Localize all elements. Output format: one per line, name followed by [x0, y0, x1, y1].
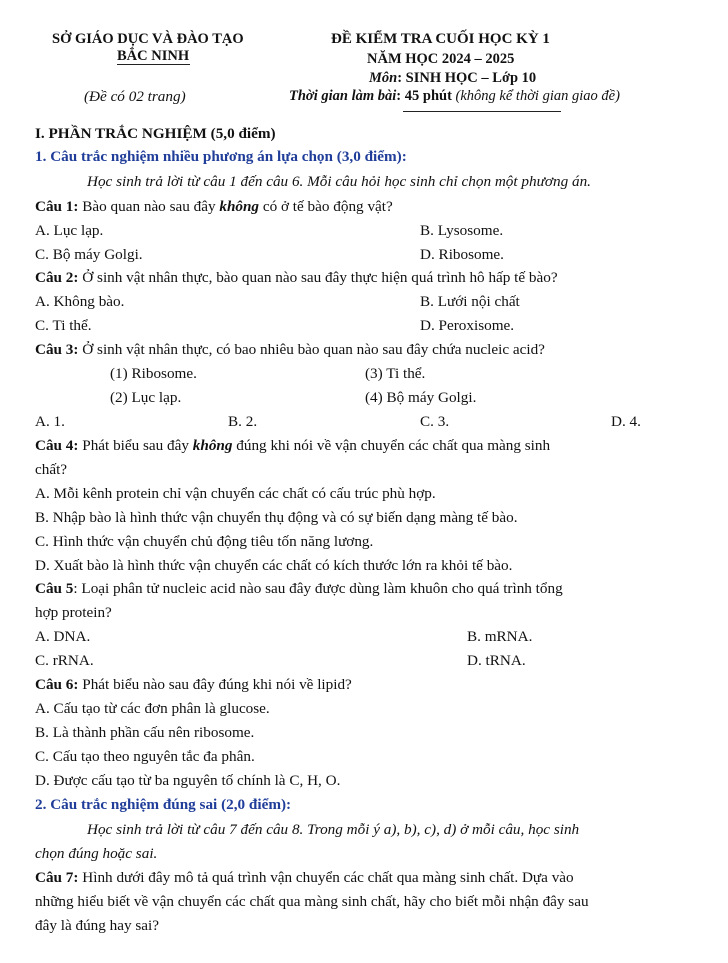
q6-option-c: C. Cấu tạo theo nguyên tắc đa phân. [35, 748, 255, 765]
question-4-emphasis: không [192, 437, 233, 454]
q5-option-d: D. tRNA. [467, 652, 526, 669]
org-province: BẮC NINH [117, 48, 190, 64]
question-7-text: Hình dưới đây mô tả quá trình vận chuyển các chất qua màng sinh chất. Dựa vào [78, 869, 574, 886]
q3-option-d: D. 4. [611, 413, 641, 430]
question-7-label: Câu 7: [35, 869, 79, 886]
question-6-text: Phát biểu nào sau đây đúng khi nói về lipid? [78, 676, 352, 693]
question-6-label: Câu 6: [35, 676, 79, 693]
question-6 [35, 676, 352, 694]
question-3 [35, 341, 545, 359]
header-rule [403, 111, 561, 112]
question-5-text: : Loại phân tử nucleic acid nào sau đây được dùng làm khuôn cho quá trình tổng [73, 580, 563, 597]
part-2-instruction: Học sinh trả lời từ câu 7 đến câu 8. Trong mỗi ý a), b), c), d) ở mỗi câu, học sinh [87, 821, 580, 838]
question-7-line-3: đây là đúng hay sai? [35, 917, 159, 934]
question-1-text-end: có ở tế bào động vật? [259, 198, 393, 215]
q1-option-c: C. Bộ máy Golgi. [35, 246, 143, 263]
question-1-text: Bào quan nào sau đây [78, 198, 220, 215]
q3-item-3: (3) Ti thể. [365, 365, 426, 382]
q3-item-1: (1) Ribosome. [110, 365, 197, 382]
q4-option-b: B. Nhập bào là hình thức vận chuyển thụ động và có sự biến dạng màng tế bào. [35, 509, 518, 526]
question-1 [35, 198, 393, 216]
question-4-text-end: đúng khi nói về vận chuyển các chất qua màng sinh [232, 437, 551, 454]
q2-option-b: B. Lưới nội chất [420, 293, 520, 310]
q2-option-d: D. Peroxisome. [420, 317, 515, 334]
question-2 [35, 269, 558, 287]
q3-option-b: B. 2. [228, 413, 258, 430]
pages-note: (Đề có 02 trang) [84, 88, 186, 105]
org-underline [117, 64, 190, 65]
question-3-text: Ở sinh vật nhân thực, có bao nhiêu bào quan nào sau đây chứa nucleic acid? [78, 341, 545, 358]
question-1-label: Câu 1: [35, 198, 79, 215]
subject-line [369, 70, 536, 87]
q5-option-a: A. DNA. [35, 628, 91, 645]
exam-title: ĐỀ KIỂM TRA CUỐI HỌC KỲ 1 [331, 31, 550, 47]
q3-option-a: A. 1. [35, 413, 65, 430]
question-4 [35, 437, 550, 455]
question-1-emphasis: không [219, 198, 260, 215]
q1-option-b: B. Lysosome. [420, 222, 504, 239]
part-2-instruction-cont: chọn đúng hoặc sai. [35, 845, 158, 862]
time-value: : 45 phút [396, 88, 452, 104]
question-5-label: Câu 5 [35, 580, 74, 597]
question-2-label: Câu 2: [35, 269, 79, 286]
time-label: Thời gian làm bài [289, 88, 397, 104]
question-5 [35, 580, 563, 598]
q3-item-2: (2) Lục lạp. [110, 389, 182, 406]
question-4-label: Câu 4: [35, 437, 79, 454]
q1-option-a: A. Lục lạp. [35, 222, 104, 239]
q6-option-b: B. Là thành phần cấu nên ribosome. [35, 724, 255, 741]
q2-option-c: C. Ti thể. [35, 317, 92, 334]
question-7 [35, 869, 574, 887]
part-2-title: 2. Câu trắc nghiệm đúng sai (2,0 điểm): [35, 796, 292, 813]
subject-label: Môn [369, 70, 398, 86]
q4-option-a: A. Mỗi kênh protein chỉ vận chuyển các chất có cấu trúc phù hợp. [35, 485, 436, 502]
question-4-continuation: chất? [35, 461, 68, 478]
question-4-text: Phát biểu sau đây [78, 437, 193, 454]
q6-option-d: D. Được cấu tạo từ ba nguyên tố chính là C, H, O. [35, 772, 341, 789]
q5-option-b: B. mRNA. [467, 628, 533, 645]
question-5-continuation: hợp protein? [35, 604, 112, 621]
q1-option-d: D. Ribosome. [420, 246, 504, 263]
q3-option-c: C. 3. [420, 413, 450, 430]
q3-item-4: (4) Bộ máy Golgi. [365, 389, 477, 406]
q2-option-a: A. Không bào. [35, 293, 125, 310]
school-year: NĂM HỌC 2024 – 2025 [367, 51, 515, 67]
part-1-title: 1. Câu trắc nghiệm nhiều phương án lựa chọn (3,0 điểm): [35, 148, 407, 165]
part-1-instruction: Học sinh trả lời từ câu 1 đến câu 6. Mỗi câu hỏi học sinh chỉ chọn một phương án. [87, 173, 591, 190]
q4-option-d: D. Xuất bào là hình thức vận chuyển các chất có kích thước lớn ra khỏi tế bào. [35, 557, 513, 574]
time-note: (không kể thời gian giao đề) [455, 88, 620, 104]
time-line [289, 88, 620, 105]
org-name: SỞ GIÁO DỤC VÀ ĐÀO TẠO [52, 31, 244, 47]
question-2-text: Ở sinh vật nhân thực, bào quan nào sau đây thực hiện quá trình hô hấp tế bào? [78, 269, 558, 286]
question-7-line-2: những hiểu biết về vận chuyển các chất qua màng sinh chất, hãy cho biết mỗi nhận đây sau [35, 893, 589, 910]
q4-option-c: C. Hình thức vận chuyển chủ động tiêu tốn năng lương. [35, 533, 374, 550]
subject-value: : SINH HỌC – Lớp 10 [397, 70, 537, 86]
question-3-label: Câu 3: [35, 341, 79, 358]
section-1-title: I. PHẦN TRẮC NGHIỆM (5,0 điểm) [35, 125, 276, 142]
q5-option-c: C. rRNA. [35, 652, 94, 669]
q6-option-a: A. Cấu tạo từ các đơn phân là glucose. [35, 700, 270, 717]
